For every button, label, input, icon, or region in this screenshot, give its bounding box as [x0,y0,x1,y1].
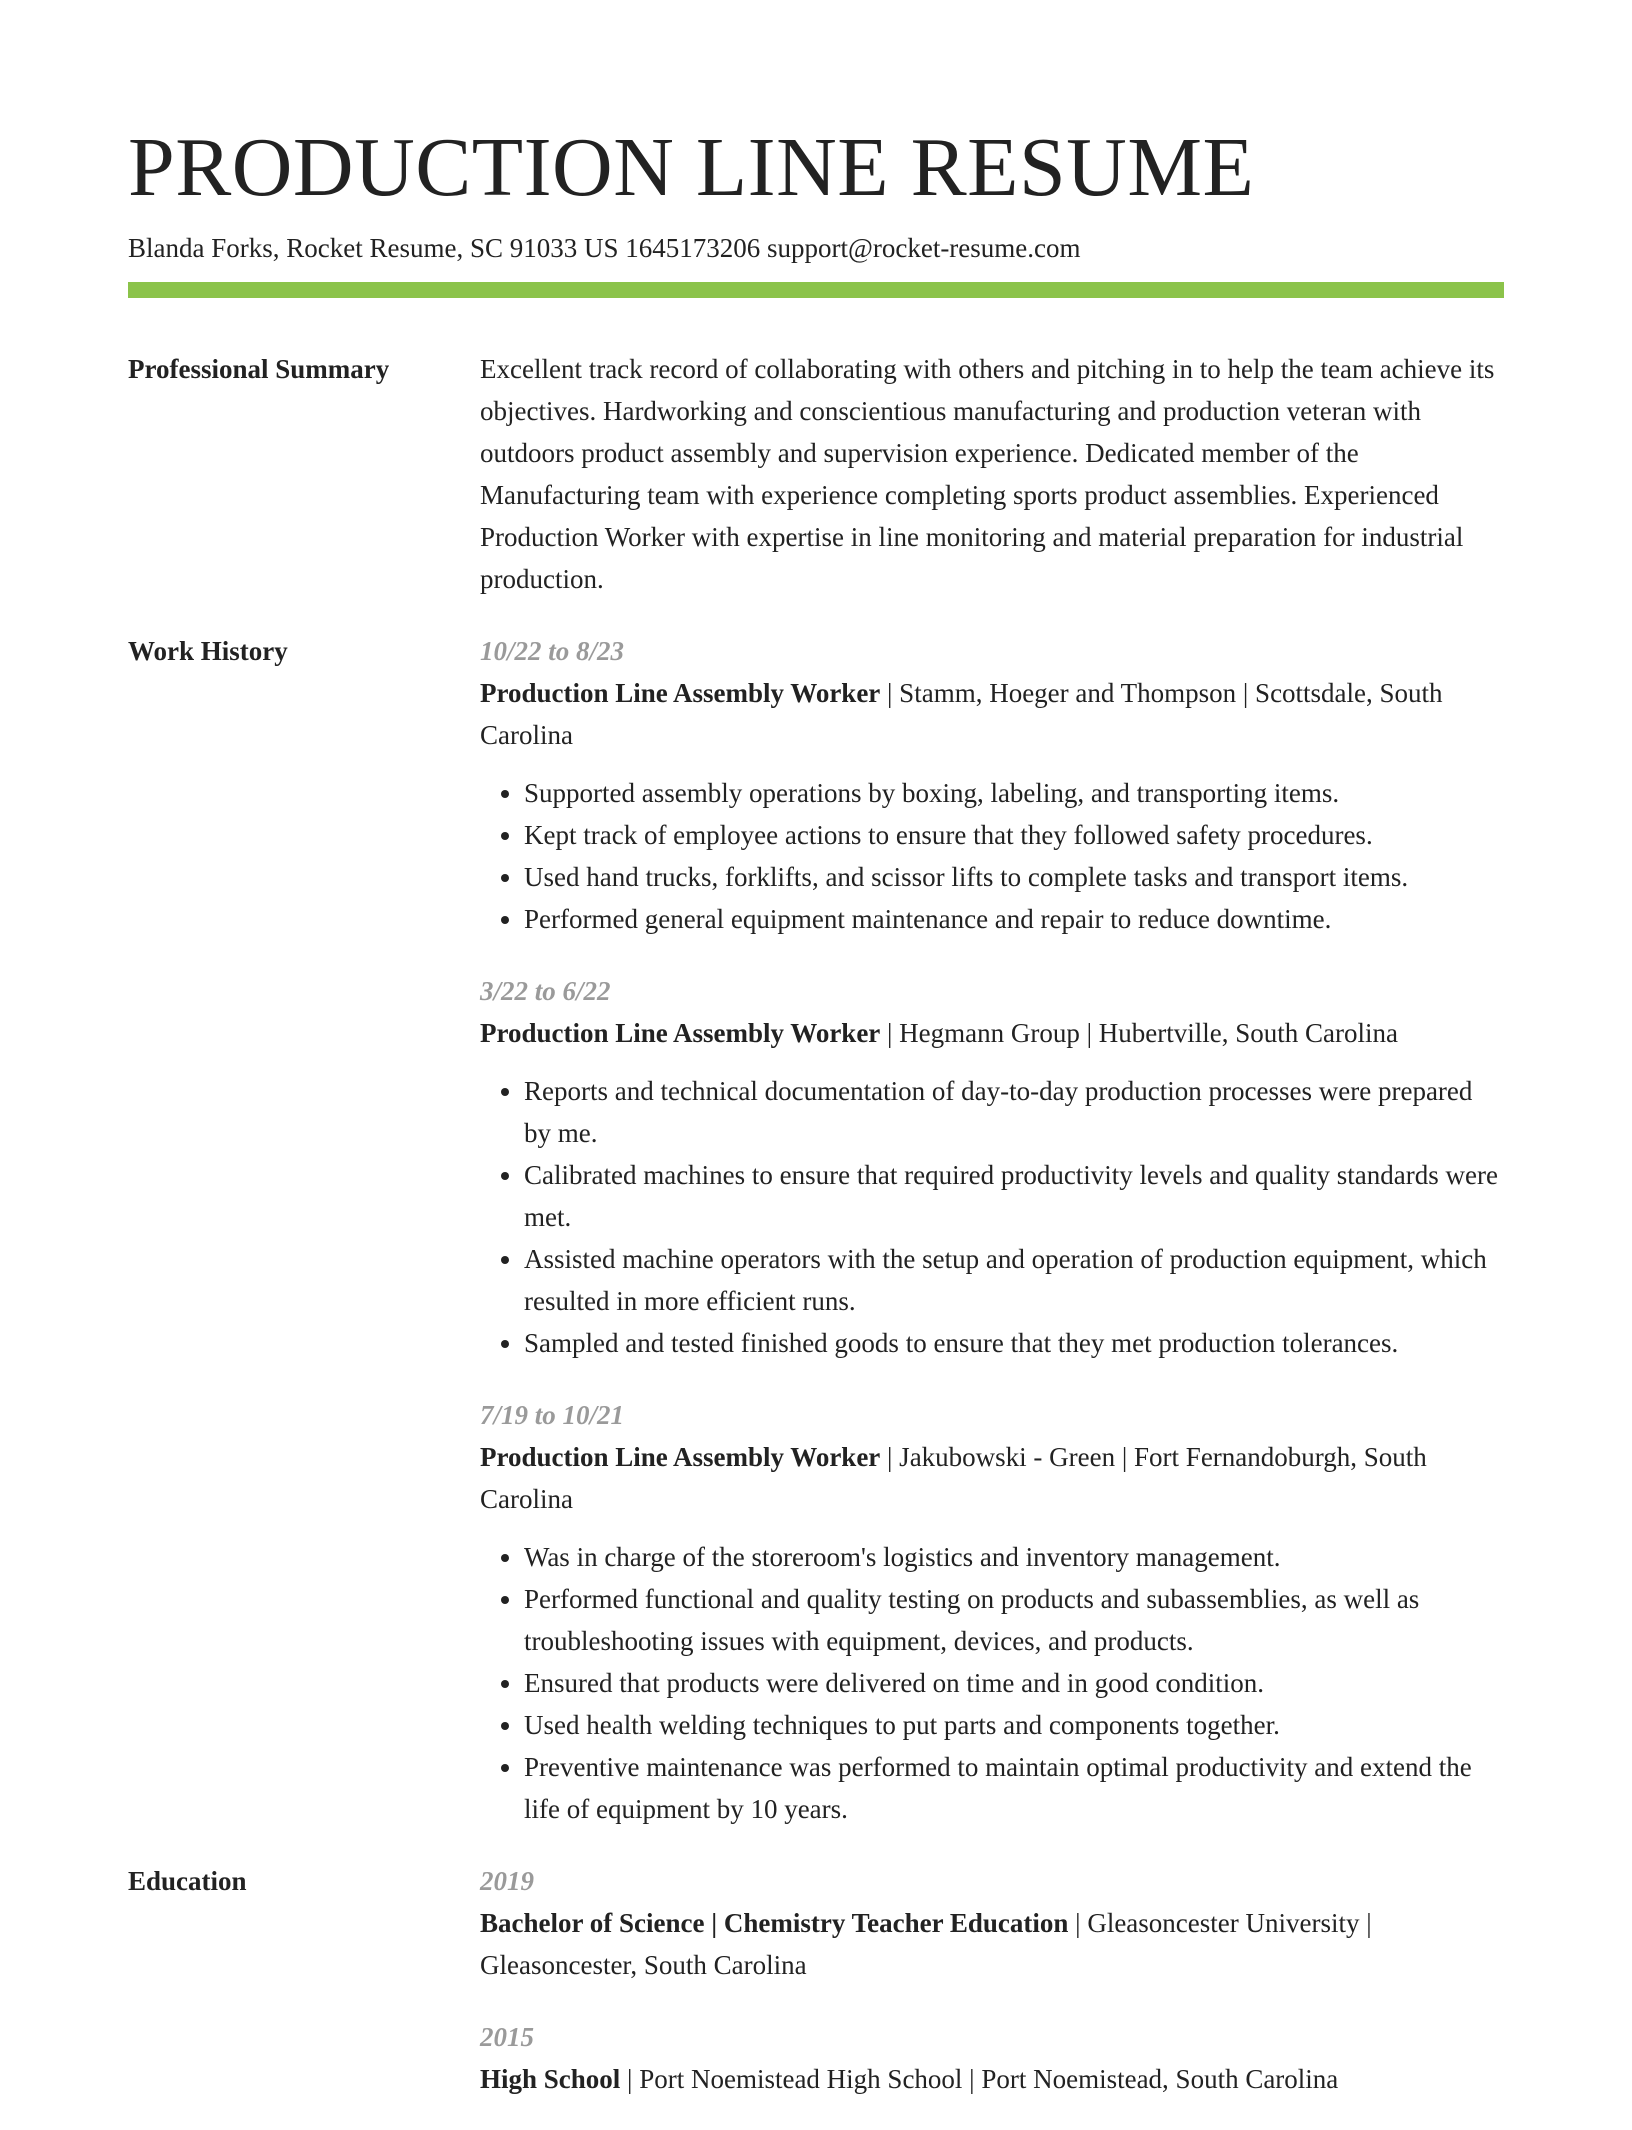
job-entry [480,1394,1504,1830]
education-entry [480,2016,1504,2100]
section-label-summary: Professional Summary [128,354,390,384]
education-degree: Bachelor of Science | Chemistry Teacher Education [480,1908,1069,1938]
accent-divider [128,282,1504,298]
education-degree: High School [480,2064,621,2094]
job-duty: • Performed functional and quality testing on products and subassemblies, as well as troubleshooting issues with equipment, devices, and products. [524,1578,1504,1662]
section-label-education: Education [128,1866,247,1896]
job-entry [480,970,1504,1364]
job-duty: • Sampled and tested finished goods to ensure that they met production tolerances. [524,1322,1504,1364]
job-date: 3/22 to 6/22 [480,976,611,1006]
job-date: 7/19 to 10/21 [480,1400,625,1430]
resume-page [128,118,1504,2130]
job-duty: • Ensured that products were delivered on time and in good condition. [524,1662,1504,1704]
education-date: 2015 [480,2022,534,2052]
summary-text: Excellent track record of collaborating with others and pitching in to help the team achieve its objectives. Hardworking and conscientious manufacturing and production veteran with outdoors product assembly and supervision experience. Dedicated member of the Manufacturing team with experience completing sports product assemblies. Experienced Production Worker with expertise in line monitoring and material preparation for industrial production. [480,354,1495,594]
job-title: Production Line Assembly Worker [480,1018,881,1048]
job-duty: • Performed general equipment maintenance and repair to reduce downtime. [524,898,1504,940]
job-headline [480,1436,1504,1520]
resume-title: PRODUCTION LINE RESUME [128,121,1255,214]
contact-line: Blanda Forks, Rocket Resume, SC 91033 US 1645173206 support@rocket-resume.com [128,233,1081,263]
job-duty: • Kept track of employee actions to ensure that they followed safety procedures. [524,814,1504,856]
education-body [480,1860,1504,2130]
education-school-location: | Gleasoncester University | Gleasoncester, South Carolina [480,1908,1372,1980]
education-school-location: | Port Noemistead High School | Port Noemistead, South Carolina [620,2064,1339,2094]
job-duties-list [480,772,1504,940]
job-headline [480,672,1504,756]
job-employer-location: | Jakubowski - Green | Fort Fernandoburgh, South Carolina [480,1442,1427,1514]
job-duty: • Was in charge of the storeroom's logistics and inventory management. [524,1536,1504,1578]
job-duty: • Reports and technical documentation of day-to-day production processes were prepared by me. [524,1070,1504,1154]
education-section [128,1860,1504,2130]
summary-body [480,348,1504,630]
job-employer-location: | Hegmann Group | Hubertville, South Carolina [880,1018,1399,1048]
job-employer-location: | Stamm, Hoeger and Thompson | Scottsdale, South Carolina [480,678,1443,750]
section-label-work-history: Work History [128,636,288,666]
job-headline [480,1012,1504,1054]
job-duty: • Supported assembly operations by boxing, labeling, and transporting items. [524,772,1504,814]
education-headline [480,2058,1504,2100]
job-duties-list [480,1536,1504,1830]
education-headline [480,1902,1504,1986]
job-duties-list [480,1070,1504,1364]
job-duty: • Assisted machine operators with the setup and operation of production equipment, which resulted in more efficient runs. [524,1238,1504,1322]
job-duty: • Preventive maintenance was performed to maintain optimal productivity and extend the life of equipment by 10 years. [524,1746,1504,1830]
job-duty: • Calibrated machines to ensure that required productivity levels and quality standards were met. [524,1154,1504,1238]
job-title: Production Line Assembly Worker [480,678,881,708]
job-duty: • Used health welding techniques to put parts and components together. [524,1704,1504,1746]
job-title: Production Line Assembly Worker [480,1442,881,1472]
job-duty: • Used hand trucks, forklifts, and scissor lifts to complete tasks and transport items. [524,856,1504,898]
work-history-section [128,630,1504,1860]
job-date: 10/22 to 8/23 [480,636,625,666]
education-entry [480,1860,1504,1986]
job-entry [480,630,1504,940]
summary-section [128,348,1504,630]
education-date: 2019 [480,1866,534,1896]
work-history-body [480,630,1504,1860]
